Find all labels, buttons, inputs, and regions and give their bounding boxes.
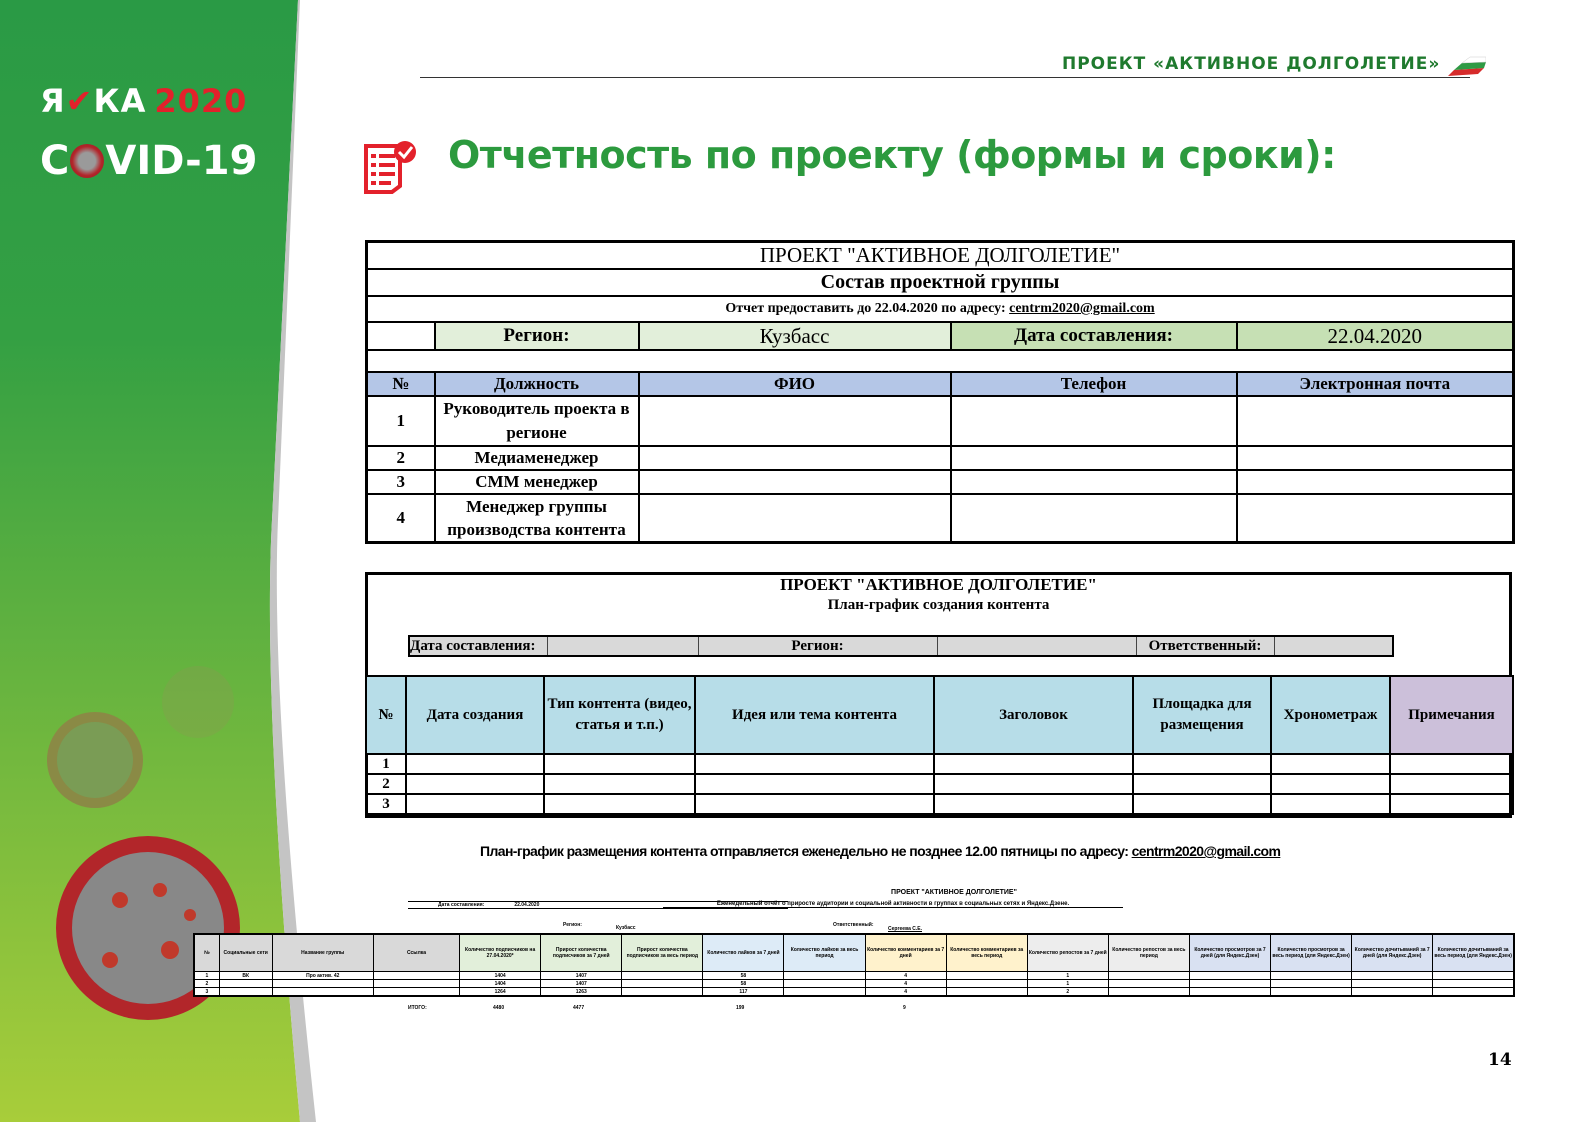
virus-decoration-faded bbox=[162, 666, 234, 738]
table-cell bbox=[272, 988, 373, 997]
table-cell bbox=[373, 988, 459, 997]
meta-date-value[interactable] bbox=[547, 636, 698, 656]
yakka-logo: Я✔КА 2020 bbox=[40, 82, 248, 120]
table-cell bbox=[946, 980, 1027, 988]
table-cell bbox=[1271, 972, 1352, 980]
column-header: ФИО bbox=[639, 372, 951, 396]
table-row bbox=[194, 980, 1514, 988]
column-header: Площадка для размещения bbox=[1133, 676, 1271, 754]
table-cell bbox=[1108, 988, 1189, 997]
column-header: Количество просмотров за весь период (для Яндекс.Дзен) bbox=[1271, 934, 1352, 972]
fio-cell[interactable] bbox=[639, 470, 951, 494]
table-cell: 4 bbox=[865, 980, 946, 988]
email-link[interactable]: centrm2020@gmail.com bbox=[1009, 301, 1155, 316]
table-cell bbox=[946, 988, 1027, 997]
weekly-report-form: ПРОЕКТ "АКТИВНОЕ ДОЛГОЛЕТИЕ" Дата составления: 22.04.2020 Еженедельный отчёт о приросте аудитории и социальной активности в группах в социальных сетях и Яндекс.Дзене. Регион: Кузбасс Ответственный: Сергеева С.Е. № Социальные сети Название группы Ссылка Количество подписчиков на 27.04.2020* Прирост количества подписчиков за 7 дней Прирост количества подписчиков за весь период Количество лайков за 7 дней Количество лайков за весь период Количество комментариев за 7 дней Количество комментариев за весь период Количество репостов за 7 дней Количество репостов за весь период Количество просмотров за 7 дней (для Яндекс.Дзен) Количество просмотров за весь период (для Яндекс.Дзен) Количество дочитываний за 7 дней (для Яндекс.Дзен) Количество дочитываний за весь период (для Яндекс.Дзен) 1 ВК Про актив. 42 1404 1407 58 4 1 2 1404 1407 58 4 1 3 1264 1263 117 4 2 ИТОГО: 4480 4477 199 9 bbox=[193, 885, 1515, 1015]
column-header: Количество дочитываний за весь период (для Яндекс.Дзен) bbox=[1433, 934, 1514, 972]
meta-date-label: Дата составления: bbox=[409, 636, 547, 656]
meta-region-value[interactable] bbox=[937, 636, 1136, 656]
column-header: № bbox=[367, 372, 435, 396]
checklist-icon bbox=[362, 140, 418, 194]
table-cell: 4 bbox=[865, 988, 946, 997]
content-plan-table bbox=[365, 675, 1514, 815]
form3-subtitle: Еженедельный отчёт о приросте аудитории и социальной активности в группах в социальных сетях и Яндекс.Дзене. bbox=[663, 901, 1123, 908]
column-header: Количество просмотров за 7 дней (для Яндекс.Дзен) bbox=[1189, 934, 1270, 972]
content-plan-notice: План-график размещения контента отправляется еженедельно не позднее 12.00 пятницы по адресу: centrm2020@gmail.com bbox=[480, 843, 1281, 859]
table-row: 1 bbox=[366, 754, 1513, 774]
table-cell bbox=[784, 972, 865, 980]
fio-cell[interactable] bbox=[639, 494, 951, 543]
checkmark-icon: ✔ bbox=[65, 82, 94, 120]
table-cell: 58 bbox=[703, 972, 784, 980]
header-divider bbox=[420, 77, 1470, 78]
covid-logo: C VID-19 bbox=[40, 138, 258, 184]
column-header: Количество дочитываний за 7 дней (для Яндекс.Дзен) bbox=[1352, 934, 1433, 972]
column-header: Количество подписчиков на 27.04.2020* bbox=[460, 934, 541, 972]
column-header: Тип контента (видео, статья и т.п.) bbox=[544, 676, 695, 754]
table-cell bbox=[373, 980, 459, 988]
table-cell: 1407 bbox=[541, 972, 622, 980]
email-cell[interactable] bbox=[1237, 494, 1514, 543]
project-tag: ПРОЕКТ «АКТИВНОЕ ДОЛГОЛЕТИЕ» bbox=[1062, 54, 1441, 74]
table-row bbox=[194, 988, 1514, 997]
table-cell bbox=[622, 972, 703, 980]
phone-cell[interactable] bbox=[951, 470, 1237, 494]
weekly-report-table bbox=[193, 933, 1515, 997]
region-label: Регион: bbox=[435, 322, 639, 350]
fio-cell[interactable] bbox=[639, 446, 951, 470]
email-cell[interactable] bbox=[1237, 396, 1514, 446]
project-team-form bbox=[365, 240, 1515, 544]
table-cell bbox=[622, 980, 703, 988]
column-header: Ссылка bbox=[373, 934, 459, 972]
fio-cell[interactable] bbox=[639, 396, 951, 446]
column-header: Название группы bbox=[272, 934, 373, 972]
table-cell bbox=[1108, 980, 1189, 988]
phone-cell[interactable] bbox=[951, 446, 1237, 470]
flag-icon bbox=[1440, 56, 1486, 78]
column-header: Количество комментариев за весь период bbox=[946, 934, 1027, 972]
form1-title: ПРОЕКТ "АКТИВНОЕ ДОЛГОЛЕТИЕ" bbox=[367, 242, 1514, 270]
total-value: 9 bbox=[903, 1005, 906, 1011]
table-cell: 4 bbox=[865, 972, 946, 980]
table-cell: ВК bbox=[219, 972, 272, 980]
region-value[interactable]: Кузбасс bbox=[639, 322, 951, 350]
column-header: Прирост количества подписчиков за 7 дней bbox=[541, 934, 622, 972]
column-header: № bbox=[366, 676, 406, 754]
table-cell bbox=[272, 980, 373, 988]
table-cell: 1263 bbox=[541, 988, 622, 997]
table-row: 4 Менеджер группы производства контента bbox=[367, 494, 1514, 543]
table-cell: 3 bbox=[194, 988, 219, 997]
table-cell bbox=[1108, 972, 1189, 980]
table-cell bbox=[219, 980, 272, 988]
column-header: Заголовок bbox=[934, 676, 1133, 754]
table-cell bbox=[1433, 988, 1514, 997]
form2-subtitle: План-график создания контента bbox=[827, 597, 1050, 613]
column-header: Должность bbox=[435, 372, 639, 396]
table-cell: 2 bbox=[1027, 988, 1108, 997]
table-cell: 1407 bbox=[541, 980, 622, 988]
table-cell bbox=[1271, 980, 1352, 988]
table-row: 3 СММ менеджер bbox=[367, 470, 1514, 494]
table-cell bbox=[1271, 988, 1352, 997]
form2-meta bbox=[408, 635, 1394, 657]
table-cell bbox=[1189, 988, 1270, 997]
column-header: Идея или тема контента bbox=[695, 676, 934, 754]
table-cell: Про актив. 42 bbox=[272, 972, 373, 980]
table-cell: 1 bbox=[194, 972, 219, 980]
table-cell: 58 bbox=[703, 980, 784, 988]
table-row bbox=[194, 972, 1514, 980]
date-label: Дата составления: bbox=[951, 322, 1237, 350]
table-cell: 1264 bbox=[460, 988, 541, 997]
form3-title: ПРОЕКТ "АКТИВНОЕ ДОЛГОЛЕТИЕ" bbox=[891, 889, 1017, 896]
table-row: 2 Медиаменеджер bbox=[367, 446, 1514, 470]
page-number: 14 bbox=[1488, 1050, 1512, 1070]
column-header: Количество комментариев за 7 дней bbox=[865, 934, 946, 972]
meta-responsible-value[interactable] bbox=[1274, 636, 1393, 656]
column-header: Примечания bbox=[1390, 676, 1513, 754]
column-header: Телефон bbox=[951, 372, 1237, 396]
total-value: 199 bbox=[736, 1005, 745, 1011]
table-cell bbox=[373, 972, 459, 980]
table-cell: 1404 bbox=[460, 972, 541, 980]
column-header: № bbox=[194, 934, 219, 972]
table-row: 1 Руководитель проекта в регионе bbox=[367, 396, 1514, 446]
table-cell bbox=[1352, 988, 1433, 997]
table-cell bbox=[1433, 972, 1514, 980]
table-cell bbox=[946, 972, 1027, 980]
virus-decoration-small bbox=[47, 712, 143, 808]
email-cell[interactable] bbox=[1237, 470, 1514, 494]
column-header: Количество репостов за весь период bbox=[1108, 934, 1189, 972]
total-value: 4480 bbox=[493, 1005, 505, 1011]
table-cell bbox=[622, 988, 703, 997]
column-header: Количество репостов за 7 дней bbox=[1027, 934, 1108, 972]
table-cell bbox=[784, 988, 865, 997]
form2-title: ПРОЕКТ "АКТИВНОЕ ДОЛГОЛЕТИЕ" bbox=[780, 575, 1097, 594]
email-link[interactable]: centrm2020@gmail.com bbox=[1131, 843, 1281, 859]
virus-icon bbox=[70, 144, 104, 178]
column-header: Дата создания bbox=[406, 676, 544, 754]
meta-responsible-label: Ответственный: bbox=[1136, 636, 1274, 656]
phone-cell[interactable] bbox=[951, 396, 1237, 446]
form1-subtitle: Состав проектной группы bbox=[367, 269, 1514, 296]
table-cell: 1 bbox=[1027, 972, 1108, 980]
column-header: Социальные сети bbox=[219, 934, 272, 972]
form3-date: Дата составления: 22.04.2020 bbox=[408, 901, 788, 909]
date-value[interactable]: 22.04.2020 bbox=[1237, 322, 1514, 350]
column-header: Электронная почта bbox=[1237, 372, 1514, 396]
table-cell: 1404 bbox=[460, 980, 541, 988]
total-label: ИТОГО: bbox=[408, 1005, 427, 1011]
table-cell bbox=[1189, 972, 1270, 980]
column-header: Прирост количества подписчиков за весь период bbox=[622, 934, 703, 972]
table-row: 2 bbox=[366, 774, 1513, 794]
table-cell bbox=[219, 988, 272, 997]
table-cell: 2 bbox=[194, 980, 219, 988]
table-cell: 1 bbox=[1027, 980, 1108, 988]
table-cell bbox=[784, 980, 865, 988]
email-cell[interactable] bbox=[1237, 446, 1514, 470]
column-header: Хронометраж bbox=[1271, 676, 1390, 754]
table-cell bbox=[1352, 972, 1433, 980]
table-row: 3 bbox=[366, 794, 1513, 814]
table-cell bbox=[1189, 980, 1270, 988]
column-header: Количество лайков за весь период bbox=[784, 934, 865, 972]
column-header: Количество лайков за 7 дней bbox=[703, 934, 784, 972]
page-title: Отчетность по проекту (формы и сроки): bbox=[448, 133, 1336, 177]
content-plan-form bbox=[365, 572, 1512, 818]
phone-cell[interactable] bbox=[951, 494, 1237, 543]
table-cell: 117 bbox=[703, 988, 784, 997]
meta-region-label: Регион: bbox=[698, 636, 937, 656]
total-value: 4477 bbox=[573, 1005, 585, 1011]
table-cell bbox=[1433, 980, 1514, 988]
table-cell bbox=[1352, 980, 1433, 988]
form1-deadline: Отчет предоставить до 22.04.2020 по адресу: centrm2020@gmail.com bbox=[367, 296, 1514, 322]
